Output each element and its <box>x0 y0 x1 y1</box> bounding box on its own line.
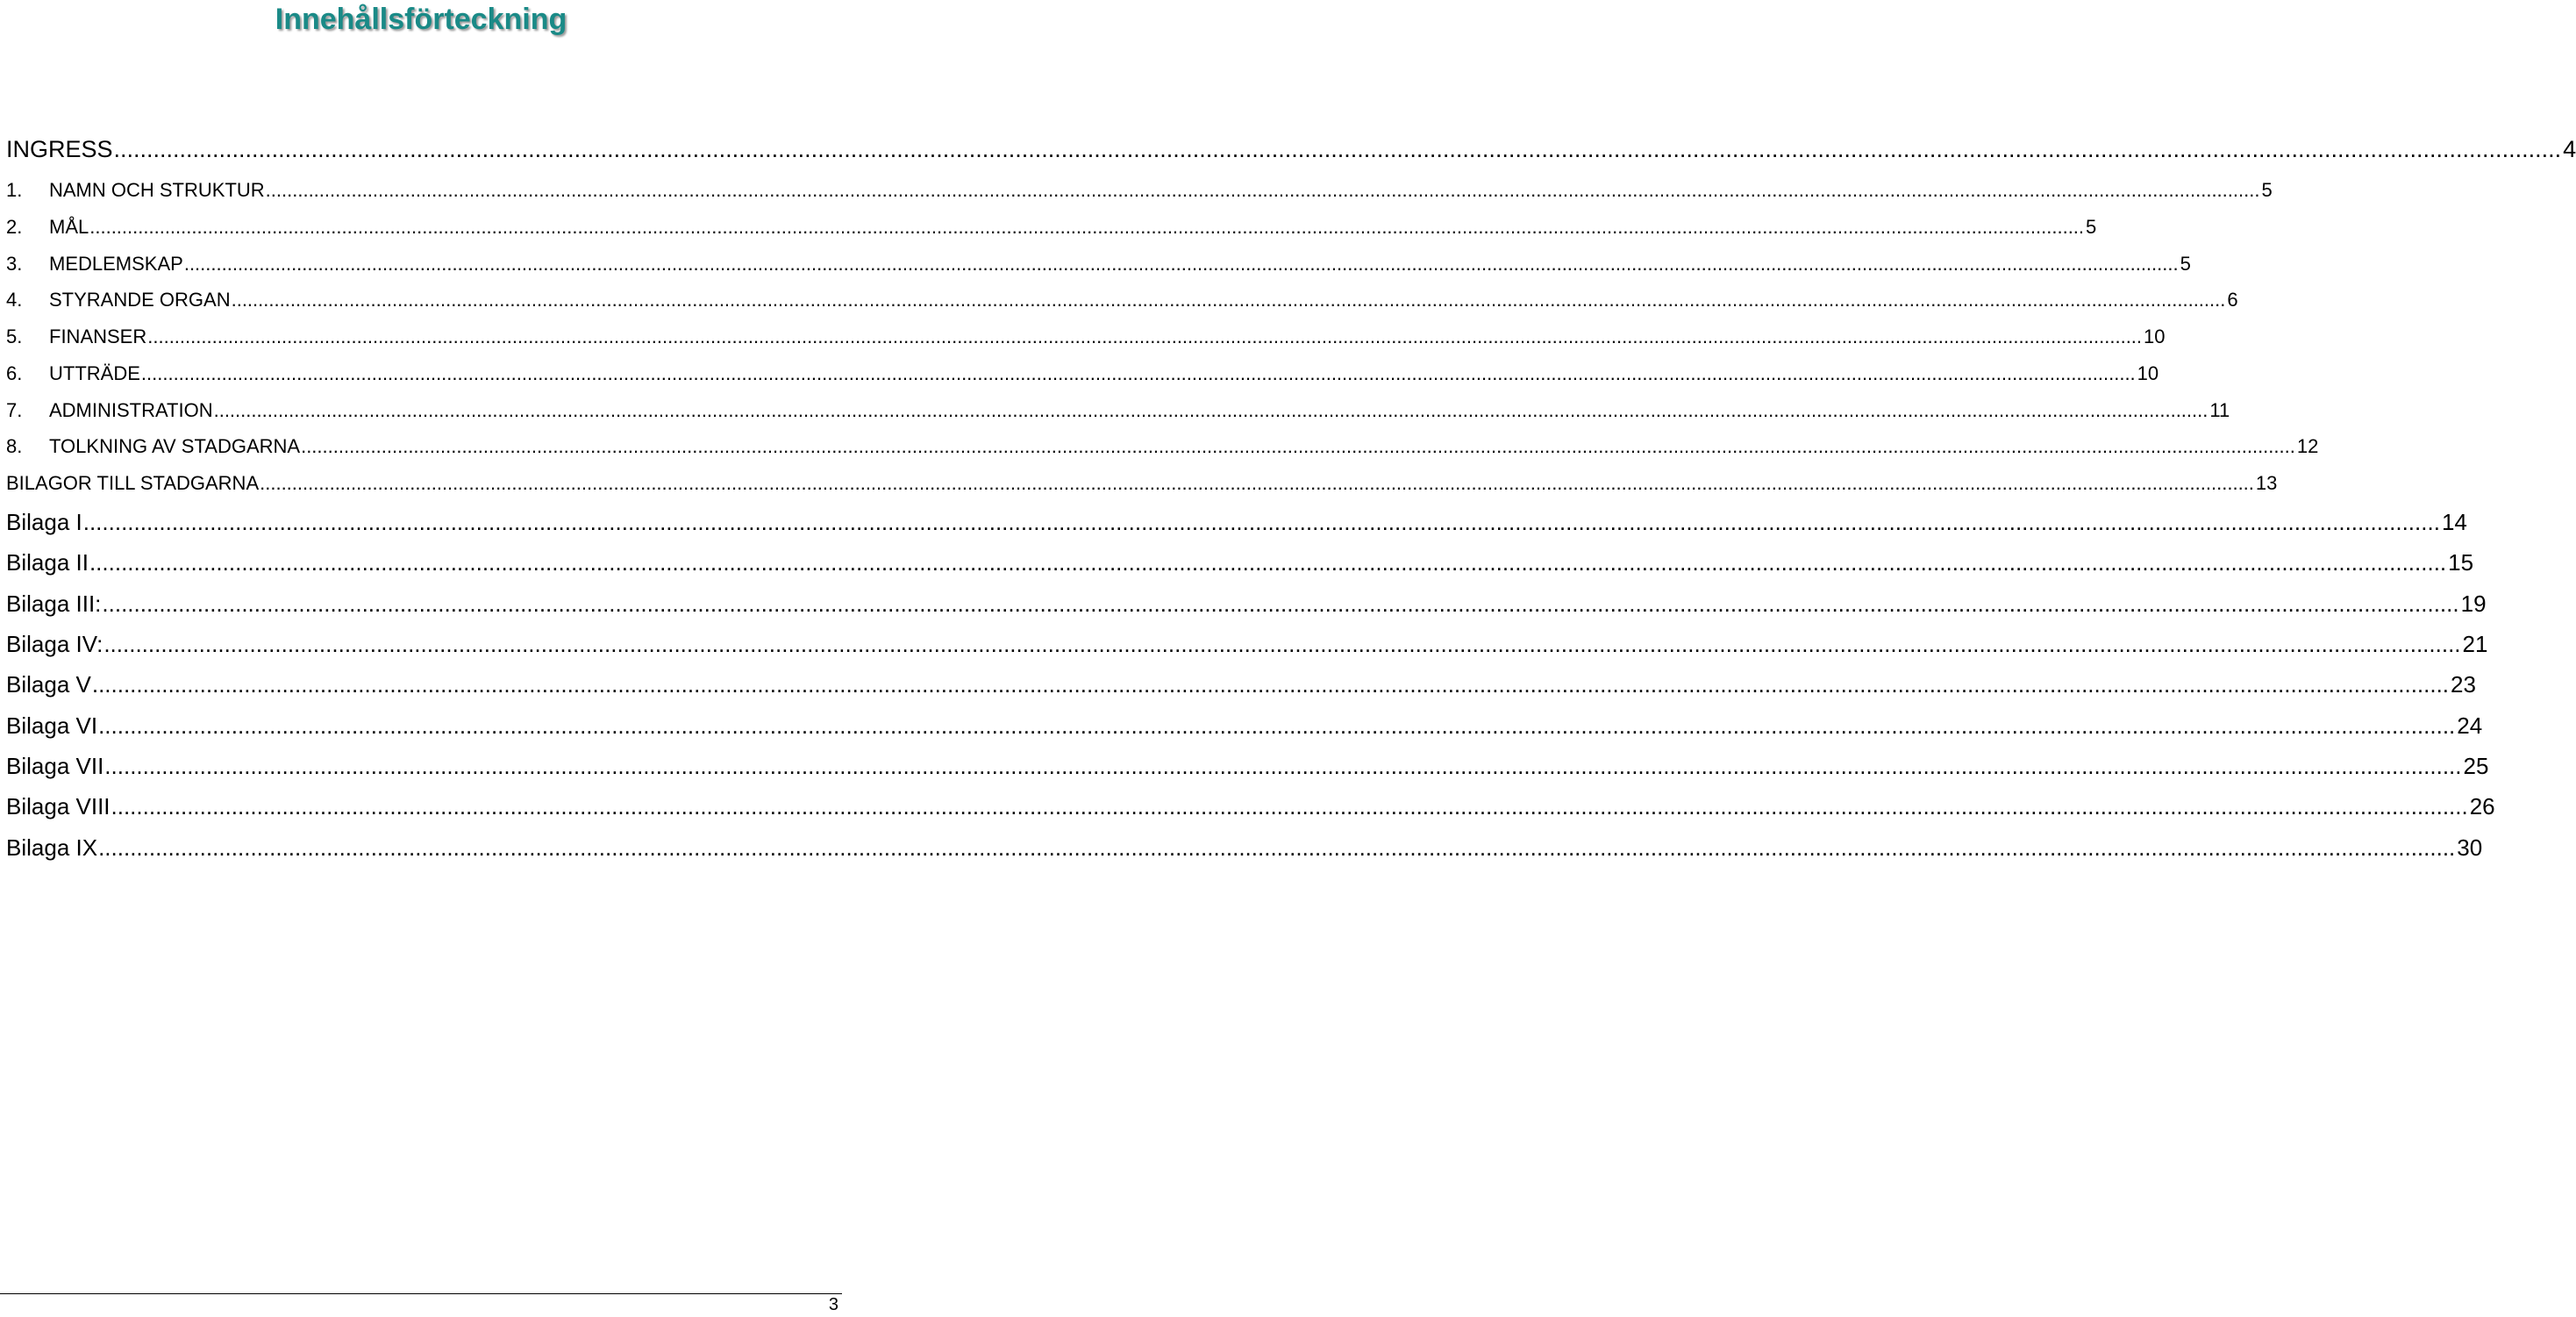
dot-leader: .................................................................................................................................................................................................................................................................................................................................................................................... <box>231 289 2226 311</box>
toc-entry-page: 21 <box>2462 631 2488 657</box>
toc-entry-4[interactable] <box>6 289 2238 311</box>
dot-leader: .................................................................................................................................................................................................................................................................................................................................................................................... <box>183 253 2179 275</box>
toc-entry-number: 2. <box>6 216 23 238</box>
toc-entry-bilagor[interactable] <box>6 472 2278 495</box>
dot-leader: .................................................................................................................................................................................................................................................................................................................................................................................... <box>102 591 2459 617</box>
toc-entry-ingress[interactable] <box>6 136 2576 163</box>
toc-entry-bilaga-i[interactable] <box>6 509 2467 536</box>
toc-entry-page: 12 <box>2296 435 2319 457</box>
toc-entry-label: FINANSER <box>49 326 147 347</box>
dot-leader: .................................................................................................................................................................................................................................................................................................................................................................................... <box>113 136 2562 162</box>
toc-entry-page: 25 <box>2463 753 2489 779</box>
toc-entry-page: 11 <box>2209 399 2230 421</box>
toc-entry-page: 14 <box>2441 509 2467 535</box>
toc-entry-page: 24 <box>2457 712 2483 739</box>
toc-entry-page: 5 <box>2086 216 2097 238</box>
toc-entry-number: 4. <box>6 289 23 311</box>
dot-leader: .................................................................................................................................................................................................................................................................................................................................................................................... <box>98 712 2456 739</box>
toc-entry-1[interactable] <box>6 179 2273 202</box>
page-number: 3 <box>828 1295 838 1314</box>
dot-leader: .................................................................................................................................................................................................................................................................................................................................................................................... <box>260 472 2254 494</box>
toc-entry-8[interactable] <box>6 435 2319 458</box>
toc-entry-bilaga-iv[interactable] <box>6 631 2488 658</box>
toc-entry-number: 7. <box>6 399 23 421</box>
dot-leader: .................................................................................................................................................................................................................................................................................................................................................................................... <box>147 326 2143 347</box>
toc-entry-label: Bilaga VI <box>6 712 98 739</box>
toc-entry-bilaga-ix[interactable] <box>6 834 2483 862</box>
toc-entry-5[interactable] <box>6 326 2166 348</box>
toc-entry-label: Bilaga I <box>6 509 82 535</box>
dot-leader: .................................................................................................................................................................................................................................................................................................................................................................................... <box>111 793 2468 820</box>
toc-entry-bilaga-ii[interactable] <box>6 549 2474 576</box>
toc-entry-page: 26 <box>2469 793 2495 820</box>
toc-entry-label: INGRESS <box>6 136 113 162</box>
dot-leader: .................................................................................................................................................................................................................................................................................................................................................................................... <box>98 834 2456 861</box>
toc-entry-label: MÅL <box>49 216 89 238</box>
toc-entry-number: 1. <box>6 179 23 201</box>
toc-entry-2[interactable] <box>6 216 2097 239</box>
dot-leader: .................................................................................................................................................................................................................................................................................................................................................................................... <box>265 179 2260 201</box>
toc-entry-bilaga-iii[interactable] <box>6 591 2487 618</box>
toc-entry-number: 3. <box>6 253 23 275</box>
toc-entry-label: STYRANDE ORGAN <box>49 289 231 311</box>
toc-entry-bilaga-vii[interactable] <box>6 753 2489 780</box>
toc-entry-page: 13 <box>2255 472 2278 494</box>
toc-entry-page: 10 <box>2137 362 2159 384</box>
toc-entry-label: Bilaga IX <box>6 834 98 861</box>
dot-leader: .................................................................................................................................................................................................................................................................................................................................................................................... <box>103 631 2461 657</box>
toc-entry-bilaga-vi[interactable] <box>6 712 2483 740</box>
dot-leader: .................................................................................................................................................................................................................................................................................................................................................................................... <box>301 435 2295 457</box>
toc-entry-page: 5 <box>2261 179 2273 201</box>
toc-entry-page: 15 <box>2448 549 2474 576</box>
toc-entry-label: Bilaga IV: <box>6 631 103 657</box>
dot-leader: .................................................................................................................................................................................................................................................................................................................................................................................... <box>82 509 2440 535</box>
toc-entry-label: TOLKNING AV STADGARNA <box>49 435 301 457</box>
toc-entry-label: Bilaga VII <box>6 753 104 779</box>
toc-entry-label: Bilaga III: <box>6 591 102 617</box>
dot-leader: .................................................................................................................................................................................................................................................................................................................................................................................... <box>104 753 2462 779</box>
toc-entry-label: Bilaga VIII <box>6 793 111 820</box>
toc-entry-page: 5 <box>2180 253 2191 275</box>
toc-entry-label: Bilaga V <box>6 671 91 698</box>
dot-leader: .................................................................................................................................................................................................................................................................................................................................................................................... <box>91 671 2450 698</box>
toc-entry-6[interactable] <box>6 362 2159 385</box>
toc-entry-label: Bilaga II <box>6 549 89 576</box>
toc-entry-label: UTTRÄDE <box>49 362 140 384</box>
toc-entry-page: 30 <box>2457 834 2483 861</box>
toc-entry-bilaga-v[interactable] <box>6 671 2476 698</box>
toc-entry-label: NAMN OCH STRUKTUR <box>49 179 265 201</box>
toc-entry-number: 5. <box>6 326 23 347</box>
toc-entry-3[interactable] <box>6 253 2191 276</box>
dot-leader: .................................................................................................................................................................................................................................................................................................................................................................................... <box>89 216 2085 238</box>
toc-entry-page: 6 <box>2227 289 2238 311</box>
toc-entry-number: 8. <box>6 435 23 457</box>
footer-divider <box>0 1293 842 1294</box>
toc-entry-label: ADMINISTRATION <box>49 399 213 421</box>
toc-entry-label: BILAGOR TILL STADGARNA <box>6 472 260 494</box>
page-title: Innehållsförteckning <box>275 3 567 36</box>
toc-entry-page: 23 <box>2451 671 2476 698</box>
toc-entry-page: 4 <box>2563 136 2576 162</box>
dot-leader: .................................................................................................................................................................................................................................................................................................................................................................................... <box>213 399 2209 421</box>
toc-entry-page: 19 <box>2460 591 2487 617</box>
toc-entry-number: 6. <box>6 362 23 384</box>
dot-leader: .................................................................................................................................................................................................................................................................................................................................................................................... <box>89 549 2447 576</box>
toc-entry-page: 10 <box>2144 326 2166 347</box>
toc-entry-label: MEDLEMSKAP <box>49 253 183 275</box>
toc-entry-7[interactable] <box>6 399 2230 422</box>
toc-entry-bilaga-viii[interactable] <box>6 793 2495 820</box>
dot-leader: .................................................................................................................................................................................................................................................................................................................................................................................... <box>140 362 2136 384</box>
